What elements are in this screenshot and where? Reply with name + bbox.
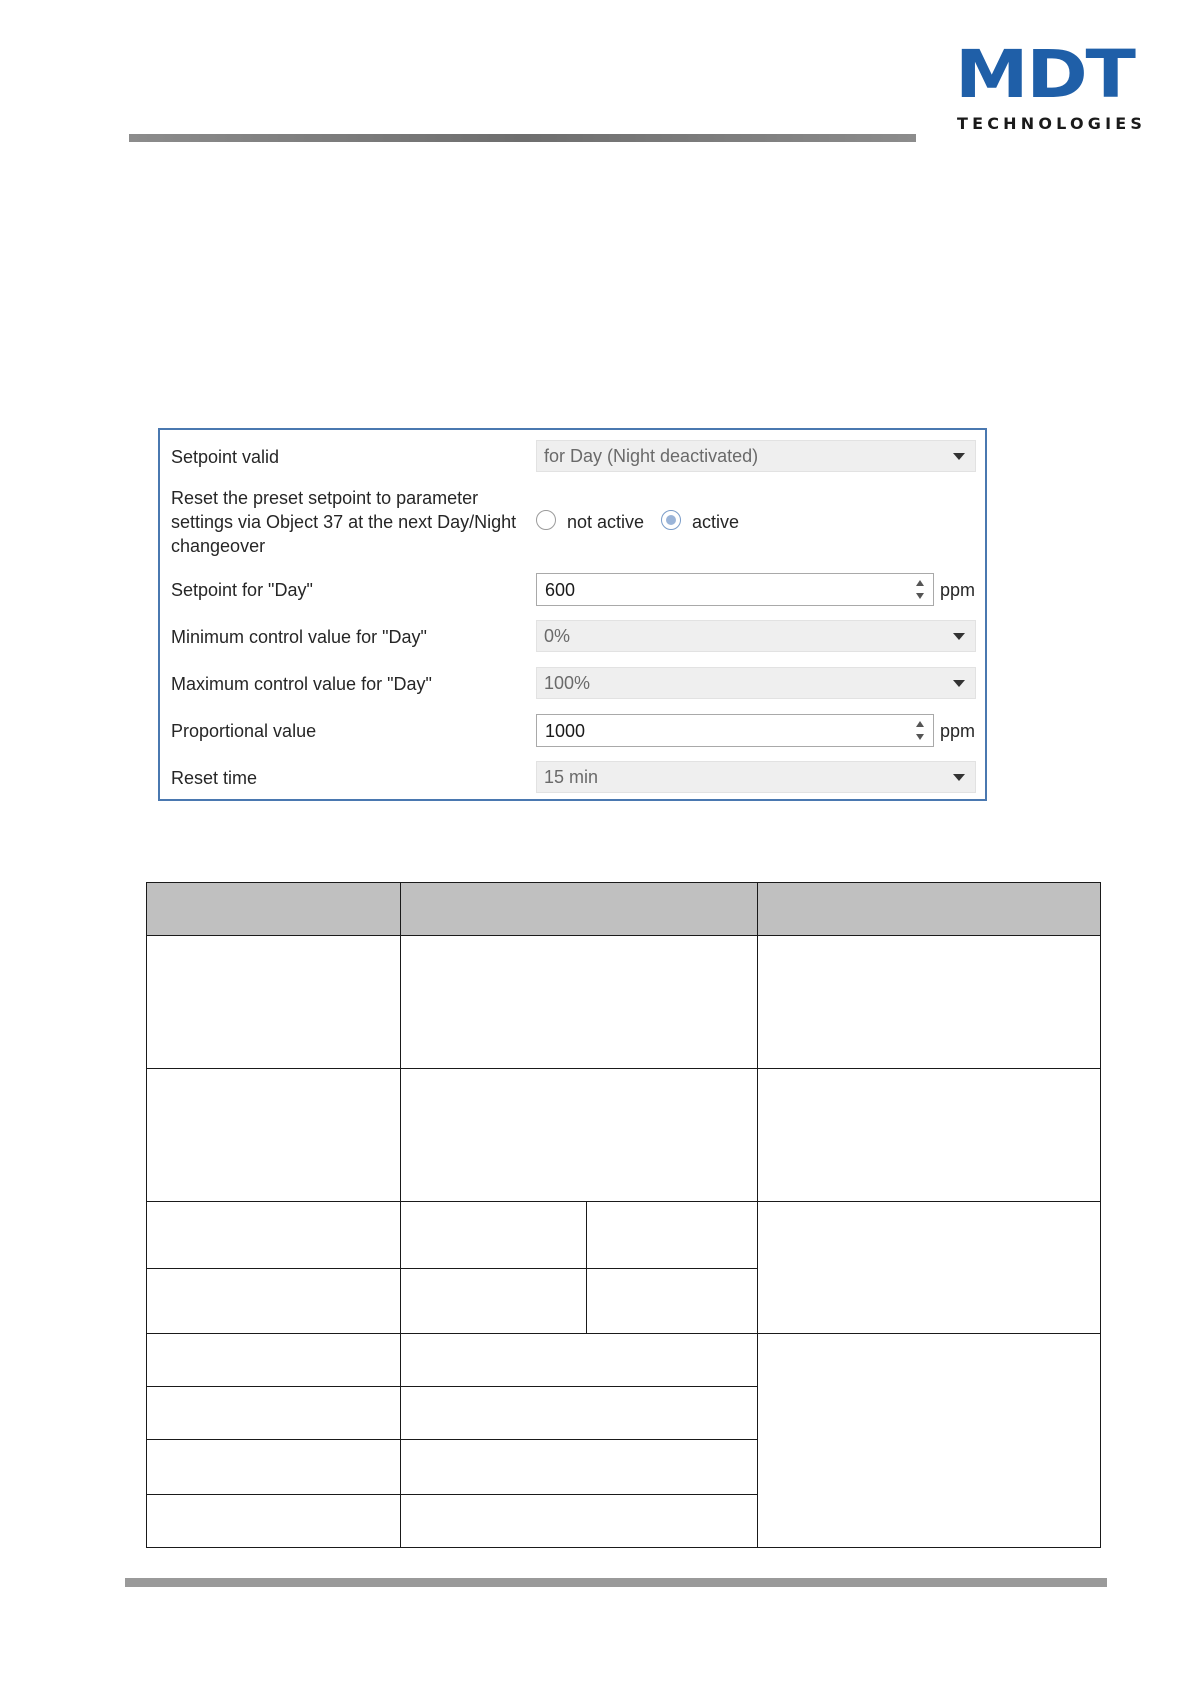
table-cell (400, 1333, 758, 1387)
table-cell (400, 1494, 758, 1548)
table-cell (586, 1201, 758, 1269)
row-setpoint-valid (160, 440, 985, 474)
proportional-input[interactable] (536, 714, 934, 747)
reset-time-label: Reset time (171, 768, 258, 788)
table-cell (757, 1333, 1101, 1548)
setpoint-valid-value: for Day (Night deactivated) (544, 446, 759, 466)
setpoint-day-input[interactable] (536, 573, 934, 606)
mdt-logo (955, 36, 1147, 134)
spinner-down-icon[interactable] (916, 734, 924, 740)
logo-subtitle: TECHNOLOGIES (957, 114, 1147, 133)
table-cell (586, 1268, 758, 1334)
radio-not-active-label[interactable]: not active (567, 512, 645, 532)
chevron-down-icon (953, 680, 965, 687)
reset-time-dropdown[interactable] (536, 761, 976, 793)
min-control-day-dropdown[interactable] (536, 620, 976, 652)
table-cell (146, 1439, 401, 1495)
table-header-cell (400, 882, 758, 936)
table-cell (400, 1068, 758, 1202)
header-divider (129, 134, 916, 142)
table-cell (757, 1068, 1101, 1202)
setpoint-day-label: Setpoint for "Day" (171, 580, 313, 600)
chevron-down-icon (953, 633, 965, 640)
min-control-day-label: Minimum control value for "Day" (171, 627, 427, 647)
table-cell (757, 1201, 1101, 1334)
reset-time-value: 15 min (544, 767, 599, 787)
chevron-down-icon (953, 453, 965, 460)
table-cell (146, 1333, 401, 1387)
reset-preset-label-line1: Reset the preset setpoint to parameter (171, 488, 479, 508)
table-cell (146, 1268, 401, 1334)
logo-mark: MDT (955, 36, 1134, 113)
table-cell (146, 1386, 401, 1440)
radio-not-active[interactable] (536, 510, 556, 530)
max-control-day-dropdown[interactable] (536, 667, 976, 699)
setpoint-valid-dropdown[interactable] (536, 440, 976, 472)
table-header-cell (146, 882, 401, 936)
setpoint-day-unit: ppm (940, 580, 976, 600)
row-setpoint-day (160, 573, 985, 607)
chevron-down-icon (953, 774, 965, 781)
table-cell (146, 1201, 401, 1269)
table-cell (757, 935, 1101, 1069)
row-min-control-day (160, 620, 985, 654)
max-control-day-value: 100% (544, 673, 591, 693)
parameter-dialog (158, 428, 987, 801)
footer-divider (125, 1578, 1107, 1587)
row-proportional (160, 714, 985, 748)
setpoint-day-value: 600 (545, 580, 576, 600)
table-cell (400, 935, 758, 1069)
spinner-down-icon[interactable] (916, 593, 924, 599)
table-header-cell (757, 882, 1101, 936)
min-control-day-value: 0% (544, 626, 571, 646)
table-cell (400, 1201, 587, 1269)
proportional-unit: ppm (940, 721, 976, 741)
row-max-control-day (160, 667, 985, 701)
max-control-day-label: Maximum control value for "Day" (171, 674, 432, 694)
spinner-up-icon[interactable] (916, 580, 924, 586)
setpoint-valid-label: Setpoint valid (171, 447, 280, 467)
table-cell (146, 1494, 401, 1548)
reset-preset-label-line3: changeover (171, 536, 266, 556)
table-cell (146, 935, 401, 1069)
proportional-value: 1000 (545, 721, 586, 741)
row-reset-time (160, 761, 985, 795)
table-cell (146, 1068, 401, 1202)
table-cell (400, 1268, 587, 1334)
radio-active[interactable] (661, 510, 681, 530)
table-cell (400, 1439, 758, 1495)
spinner-up-icon[interactable] (916, 721, 924, 727)
row-reset-preset (160, 486, 985, 560)
radio-active-label[interactable]: active (692, 512, 740, 532)
table-cell (400, 1386, 758, 1440)
reset-preset-label-line2: settings via Object 37 at the next Day/Night (171, 512, 517, 532)
proportional-label: Proportional value (171, 721, 317, 741)
